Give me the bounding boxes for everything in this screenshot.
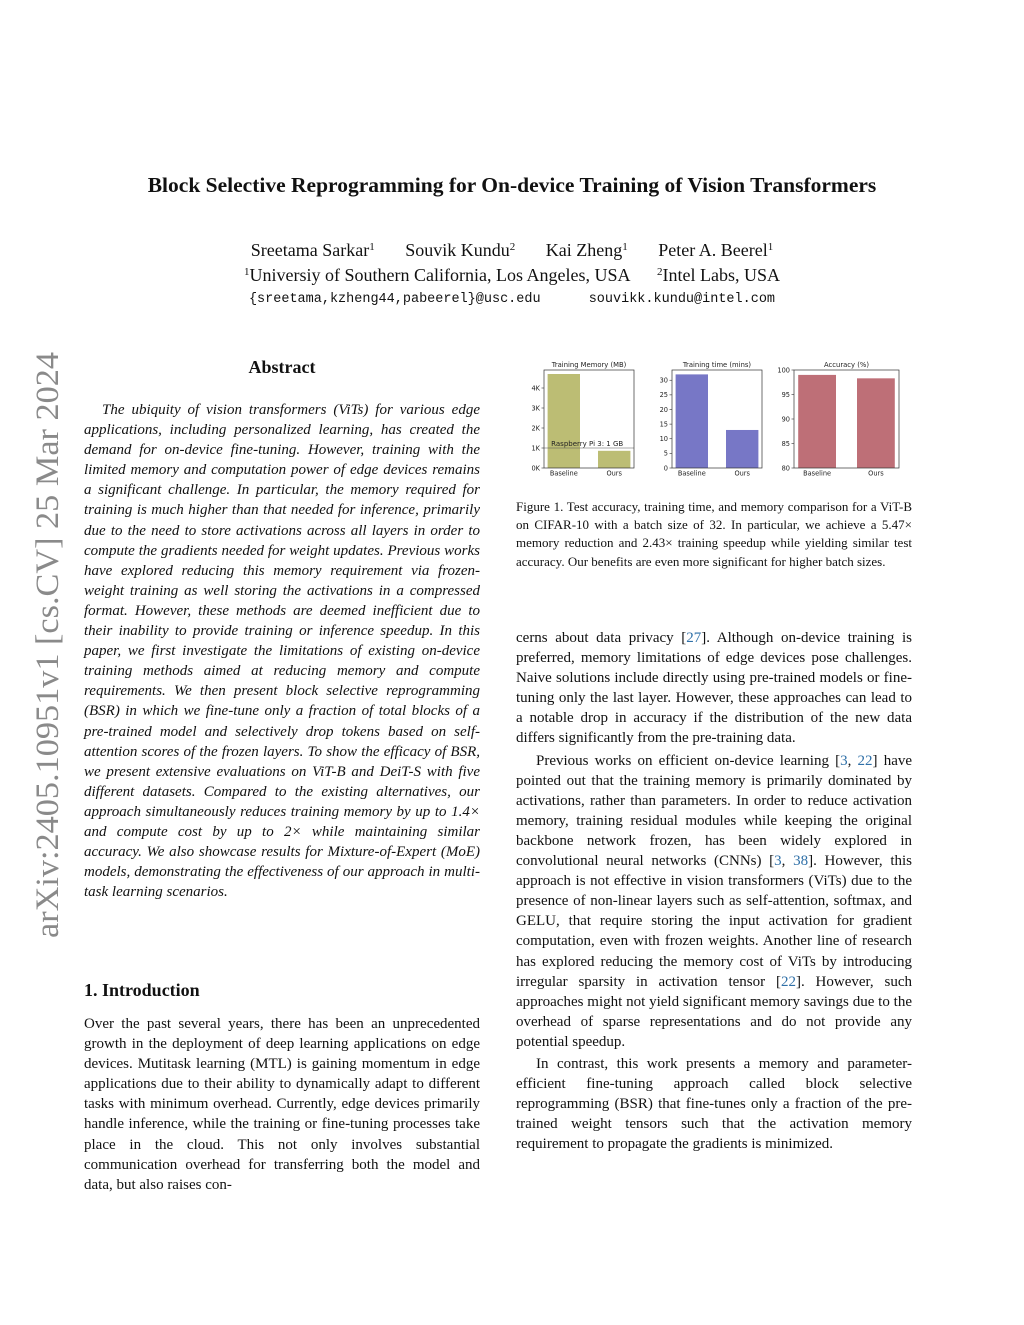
paragraph-text: Previous works on efficient on-device learning [ bbox=[536, 752, 841, 769]
right-column-paragraph-1 bbox=[516, 628, 912, 749]
paragraph-text: ]. However, such approaches might not yield significant memory savings due to the overhead of sparse representations and do not provide any potential speedup. bbox=[516, 973, 912, 1050]
y-tick-label: 90 bbox=[781, 415, 790, 424]
arxiv-identifier-stamp bbox=[20, 350, 70, 940]
author bbox=[251, 240, 375, 261]
x-tick-label: Ours bbox=[868, 469, 884, 478]
x-tick-label: Baseline bbox=[803, 469, 832, 478]
y-tick-label: 85 bbox=[781, 439, 790, 448]
arxiv-identifier-text: arXiv:2405.10951v1 [cs.CV] 25 Mar 2024 bbox=[30, 373, 66, 938]
chart-title: Training Memory (MB) bbox=[551, 361, 627, 369]
bar-ours bbox=[726, 430, 758, 468]
author bbox=[658, 240, 773, 261]
author-affiliation-mark: 2 bbox=[509, 241, 516, 253]
y-tick-label: 30 bbox=[659, 376, 668, 385]
y-tick-label: 95 bbox=[781, 390, 790, 399]
author-affiliation-mark: 1 bbox=[767, 241, 774, 253]
author bbox=[546, 240, 628, 261]
y-tick-label: 100 bbox=[777, 366, 790, 375]
author bbox=[405, 240, 515, 261]
x-tick-label: Ours bbox=[606, 469, 622, 478]
bar-baseline bbox=[548, 374, 580, 468]
author-name: Peter A. Beerel bbox=[658, 240, 768, 260]
chart-title: Training time (mins) bbox=[682, 361, 752, 369]
author-name: Sreetama Sarkar bbox=[250, 240, 370, 260]
paragraph-text: ] have pointed out that the training memory is primarily dominated by activations, rather than parameters. In order to reduce activation memory, training residual modules while keeping the original backbone network frozen, has been widely explored in convolutional neural networks (CNNs) [ bbox=[516, 752, 913, 870]
paragraph-text: , bbox=[847, 752, 858, 769]
reference-annotation: Raspberry Pi 3: 1 GB bbox=[551, 439, 624, 448]
affiliation-number: 2 bbox=[656, 266, 663, 278]
bar-ours bbox=[598, 451, 630, 468]
author-name: Souvik Kundu bbox=[405, 240, 510, 260]
y-tick-label: 3K bbox=[531, 404, 540, 413]
citation-link[interactable]: 22 bbox=[780, 973, 796, 990]
paragraph-text: cerns about data privacy [ bbox=[516, 630, 687, 646]
email-intel: souvikk.kundu@intel.com bbox=[588, 292, 776, 307]
x-tick-label: Baseline bbox=[677, 469, 706, 478]
y-tick-label: 10 bbox=[659, 435, 668, 444]
right-column-body bbox=[516, 628, 912, 1154]
abstract-body bbox=[84, 400, 480, 902]
y-tick-label: 80 bbox=[781, 464, 790, 473]
affiliation-list bbox=[40, 265, 984, 286]
email-list bbox=[40, 292, 984, 307]
email-usc: {sreetama,kzheng44,pabeerel}@usc.edu bbox=[248, 292, 541, 307]
y-tick-label: 1K bbox=[531, 444, 540, 453]
citation-link[interactable]: 3 bbox=[840, 752, 848, 769]
affiliation-number: 1 bbox=[244, 266, 250, 278]
author-list bbox=[40, 240, 984, 261]
y-tick-label: 25 bbox=[659, 391, 668, 400]
paragraph-text: ]. Although on-device training is preferred, memory limitations of edge devices pose challenges. Naive solutions include directly using pre-trained models or fine-tuning only the last layer. However, these approaches can lead to a notable drop in accuracy if the distribution of the new data differs significantly from the pre-training data. bbox=[516, 630, 912, 747]
citation-link[interactable]: 3 bbox=[774, 853, 782, 870]
citation-link[interactable]: 27 bbox=[686, 630, 702, 646]
chart-title: Accuracy (%) bbox=[824, 361, 869, 369]
x-tick-label: Baseline bbox=[549, 469, 578, 478]
paper-title: Block Selective Reprogramming for On-device Training of Vision Transformers bbox=[147, 173, 877, 197]
paragraph-text: , bbox=[781, 853, 794, 870]
citation-link[interactable]: 38 bbox=[793, 853, 809, 870]
bar-baseline bbox=[798, 375, 836, 468]
y-tick-label: 5 bbox=[663, 449, 668, 458]
affiliation-name: Intel Labs, USA bbox=[662, 265, 780, 285]
affiliation bbox=[657, 265, 780, 286]
y-tick-label: 20 bbox=[659, 405, 668, 414]
y-tick-label: 0 bbox=[663, 464, 668, 473]
y-tick-label: 15 bbox=[659, 420, 668, 429]
right-column-paragraph-3 bbox=[516, 1054, 912, 1154]
x-tick-label: Ours bbox=[734, 469, 750, 478]
affiliation bbox=[244, 265, 630, 286]
introduction-paragraph: Over the past several years, there has been an unprecedented growth in the deployment of deep learning applications on edge devices. Mutitask learning (MTL) is gaining momentum in edge applications due to their ability to dynamically adapt to different tasks with minimum overhead. Currently, edge devices primarily handle inference, while the training or fine-tuning processes take place in the cloud. This not only involves substantial communication overhead for transferring both the model and data, but also raises con- bbox=[84, 1016, 480, 1193]
bar-baseline bbox=[676, 374, 708, 468]
y-tick-label: 4K bbox=[531, 384, 540, 393]
author-affiliation-mark: 1 bbox=[369, 241, 375, 253]
author-name: Kai Zheng bbox=[545, 240, 623, 260]
figure-1-charts bbox=[516, 358, 912, 480]
affiliation-name: Universiy of Southern California, Los Angeles, USA bbox=[249, 265, 631, 285]
bar-ours bbox=[857, 378, 895, 468]
author-affiliation-mark: 1 bbox=[622, 241, 628, 253]
right-column-paragraph-2 bbox=[516, 751, 912, 1052]
introduction-body bbox=[84, 1014, 480, 1195]
citation-link[interactable]: 22 bbox=[857, 752, 873, 769]
abstract-heading: Abstract bbox=[248, 357, 316, 377]
y-tick-label: 2K bbox=[531, 424, 540, 433]
y-tick-label: 0K bbox=[531, 464, 540, 473]
paragraph-text: In contrast, this work presents a memory and parameter-efficient fine-tuning approach called block selective reprogramming (BSR) that fine-tunes only a fraction of the pre-trained weight tensors such that the activation memory requirement to propagate the gradients is minimized. bbox=[516, 1055, 912, 1153]
paragraph-text: ]. However, this approach is not effective in vision transformers (ViTs) due to the presence of non-linear layers such as self-attention, softmax, and GELU, that require storing the input activation for gradient computation, even with frozen weights. Another line of research has explored reducing the memory cost of ViTs by introducing irregular sparsity in activation tensor [ bbox=[516, 853, 913, 990]
section-heading-introduction: 1. Introduction bbox=[84, 980, 200, 1000]
abstract-paragraph: The ubiquity of vision transformers (ViTs) for various edge applications, including personalized learning, has created the demand for on-device fine-tuning. However, training with the limited memory and computation power of edge devices remains a significant challenge. In particular, the memory required for training is much higher than that needed for inference, primarily due to the need to store activations across all layers in order to compute the gradients needed for weight updates. Previous works have explored reducing this memory requirement via frozen-weight training as well storing the activations in a compressed format. However, these methods are deemed inefficient due to their inability to provide training or inference speedup. In this paper, we first investigate the limitations of existing on-device training methods aimed at reducing memory and compute requirements. We then present block selective reprogramming (BSR) in which we fine-tune only a fraction of total blocks of a pre-trained model and selectively drop tokens based on self-attention scores of the frozen layers. To show the efficacy of BSR, we present extensive evaluations on ViT-B and DeiT-S with five different datasets. Compared to the existing alternatives, our approach simultaneously reduces training memory by up to 1.4× and compute cost by up to 2× while maintaining similar accuracy. We also showcase results for Mixture-of-Expert (MoE) models, demonstrating the effectiveness of our approach in multi-task learning scenarios. bbox=[84, 402, 480, 901]
figure-1-caption: Figure 1. Test accuracy, training time, and memory comparison for a ViT-B on CIFAR-10 with a batch size of 32. In particular, we achieve a 5.47× memory reduction and 2.43× training speedup while yielding similar test accuracy. Our benefits are even more significant for higher batch sizes. bbox=[516, 499, 912, 569]
